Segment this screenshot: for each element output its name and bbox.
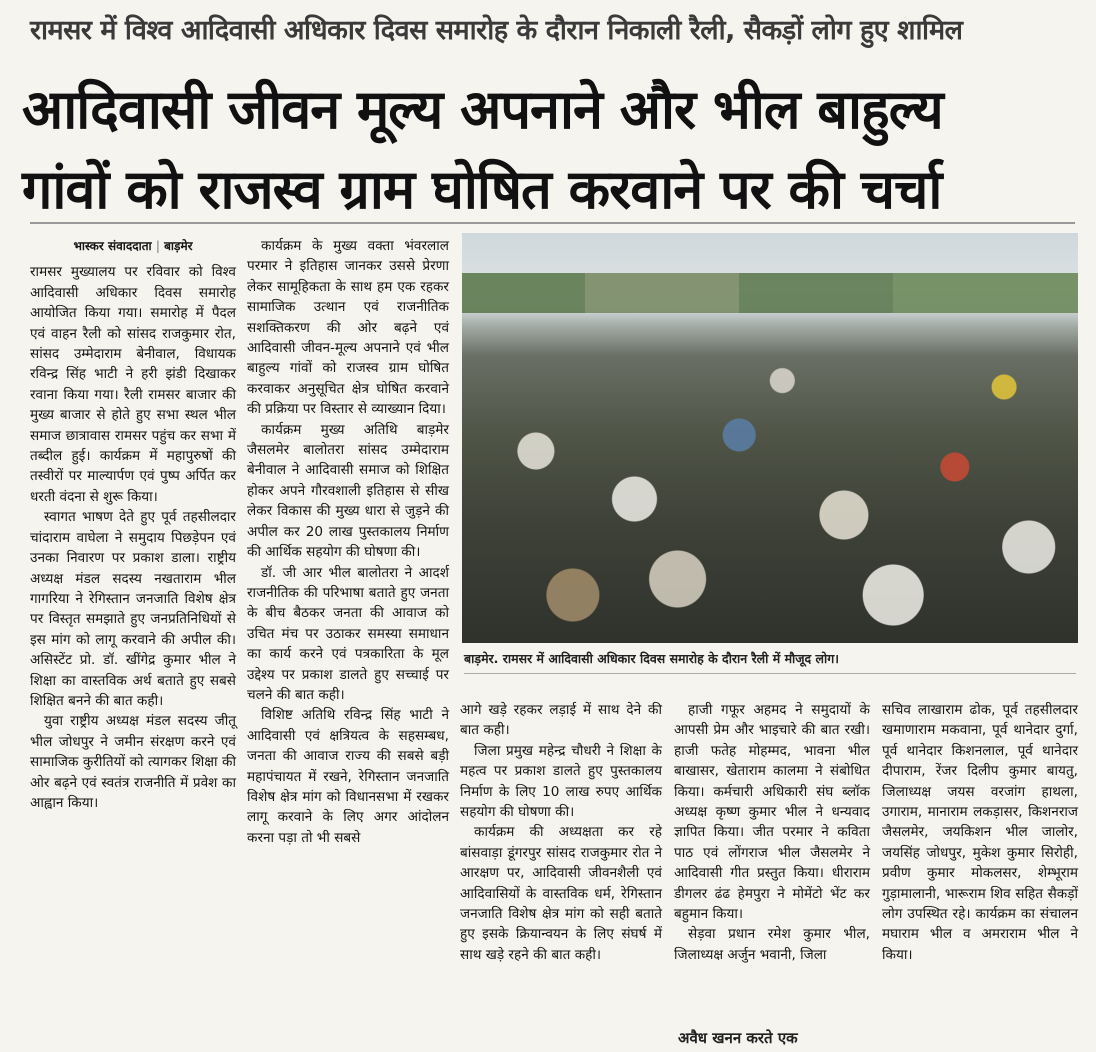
byline-agency: भास्कर संवाददाता [73,239,152,253]
paragraph: सेड़वा प्रधान रमेश कुमार भील, जिलाध्यक्ष अर्जुन भवानी, जिला [674,926,870,963]
paragraph: स्वागत भाषण देते हुए पूर्व तहसीलदार चांदाराम वाघेला ने समुदाय पिछड़ेपन एवं उनका निवारण पर प्रकाश डाला। राष्ट्रीय अध्यक्ष मंडल सदस्य नखताराम भील गागरिया ने रेगिस्तान जनजाति विशेष क्षेत्र पर विस्तृत समझाते हुए जनप्रतिनिधियों से इस मांग को लागू करवाने की अपील की।असिस्टेंट प्रो. डॉ. खींगेद्र कुमार भील ने शिक्षा का वास्तविक अर्थ बताते हुए सबसे शिक्षित बनने की बात कही। [30,509,236,709]
divider [30,222,1075,224]
article-column-4 [674,700,870,965]
byline-separator: | [155,239,160,253]
byline [30,236,236,256]
photo-caption: बाड़मेर. रामसर में आदिवासी अधिकार दिवस समारोह के दौरान रैली में मौजूद लोग। [464,650,1076,674]
paragraph: विशिष्ट अतिथि रविन्द्र सिंह भाटी ने आदिवासी एवं क्षत्रियत्व के सहसम्बध, जनता की आवाज राज्य की सबसे बड़ी महापंचायत में रखने, रेगिस्तान जनजाति विशेष क्षेत्र मांग को विधानसभा में रखकर लागू करवाने के लिए अगर आंदोलन करना पड़ा तो भी सबसे [247,707,449,846]
photo-crowd [462,323,1078,643]
article-column-3 [460,700,662,965]
paragraph: हाजी गफूर अहमद ने समुदायों के आपसी प्रेम और भाइचारे की बात रखी। हाजी फतेह मोहम्मद, भावना भील बाखासर, खेताराम कालमा ने संबोधित किया। कर्मचारी अधिकारी संघ ब्लॉक अध्यक्ष कृष्ण कुमार भील ने धन्यवाद ज्ञापित किया। जीत परमार ने कविता पाठ एवं लोंगराज भील जैसलमेर ने आदिवासी गीत प्रस्तुत किया। धीराराम डीगलर ढंढ हेमपुरा ने मोमेंटो भेंट कर बहुमान किया। [674,702,870,923]
paragraph: कार्यक्रम की अध्यक्षता कर रहे बांसवाड़ा डूंगरपुर सांसद राजकुमार रोत ने आरक्षण पर, आदिवासी जीवनशैली एवं आदिवासियों के वास्तविक धर्म, रेगिस्तान जनजाति विशेष क्षेत्र मांग को सही बताते हुए इसके क्रियान्वयन के लिए संघर्ष में साथ खड़े रहने की बात कही। [460,824,662,963]
article-column-2 [247,236,449,848]
paragraph: कार्यक्रम के मुख्य वक्ता भंवरलाल परमार ने इतिहास जानकर उससे प्रेरणा लेकर सामूहिकता के साथ हम एक रहकर सामाजिक उत्थान एवं राजनीतिक सशक्तिकरण की ओर बढ़ने एवं आदिवासी जीवन-मूल्य अपनाने एवं भील बाहुल्य गांवों को राजस्व ग्राम घोषित करवाकर अनुसूचित क्षेत्र घोषित करवाने की प्रक्रिया पर विस्तार से व्याख्यान दिया। [247,238,449,418]
headline-line-2: गांवों को राजस्व ग्राम घोषित करवाने पर की चर्चा [22,158,942,221]
article-column-1 [30,236,236,813]
main-headline [22,70,1082,230]
kicker-headline: रामसर में विश्व आदिवासी अधिकार दिवस समारोह के दौरान निकाली रैली, सैकड़ों लोग हुए शामिल [30,15,963,46]
paragraph: कार्यक्रम मुख्य अतिथि बाड़मेर जैसलमेर बालोतरा सांसद उम्मेदाराम बेनीवाल ने आदिवासी समाज को शिक्षित होकर अपने गौरवशाली इतिहास से सीख लेकर विकास की मुख्य धारा से जुड़ने की अपील कर 20 लाख पुस्तकालय निर्माण की आर्थिक सहयोग की घोषणा की। [247,421,449,561]
paragraph: आगे खड़े रहकर लड़ाई में साथ देने की बात कही। [460,702,662,739]
article-column-5 [882,700,1078,965]
paragraph: रामसर मुख्यालय पर रविवार को विश्व आदिवासी अधिकार दिवस समारोह आयोजित किया गया। समारोह में पैदल एवं वाहन रैली को सांसद राजकुमार रोत, सांसद उम्मेदाराम बेनीवाल, विधायक रविन्द्र सिंह भाटी ने हरी झंडी दिखाकर रवाना किया गया। रैली रामसर बाजार की मुख्य बाजार से होते हुए सभा स्थल भील समाज छात्रावास रामसर पहुंच कर सभा में तब्दील हुई। कार्यक्रम में महापुरुषों की तस्वीरों पर माल्यार्पण एवं पुष्प अर्पित कर धरती वंदना से शुरू किया। [30,264,236,505]
photo-trees [462,273,1078,313]
paragraph: जिला प्रमुख महेन्द्र चौधरी ने शिक्षा के महत्व पर प्रकाश डालते हुए पुस्तकालय निर्माण के लिए 10 लाख रुपए आर्थिक सहयोग की घोषणा की। [460,742,662,821]
bottom-strip [30,1028,1096,1052]
paragraph: युवा राष्ट्रीय अध्यक्ष मंडल सदस्य जीतू भील जोधपुर ने जमीन संरक्षण करने एवं सामाजिक कुरीतियों को त्यागकर शिक्षा की ओर बढ़ने एवं स्वतंत्र राजनीति में प्रवेश का आह्वान किया। [30,713,236,811]
paragraph: डॉ. जी आर भील बालोतरा ने आदर्श राजनीतिक की परिभाषा बताते हुए जनता के बीच बैठकर जनता की आवाज को उचित मंच पर उठाकर समस्या समाधान का कार्य करने एवं पत्रकारिता के मूल उद्देश्य पर प्रकाश डालते हुए सच्चाई पर चलने की बात कही। [247,564,449,703]
byline-place: बाड़मेर [164,239,193,253]
headline-line-1: आदिवासी जीवन मूल्य अपनाने और भील बाहुल्य [22,78,943,141]
rally-photo [462,233,1078,643]
next-article-headline: अवैध खनन करते एक [678,1029,798,1047]
paragraph: सचिव लाखाराम ढोक, पूर्व तहसीलदार खमाणाराम मकवाना, पूर्व थानेदार दुर्गा, पूर्व थानेदार किशनलाल, पूर्व थानेदार दीपाराम, रेंजर दिलीप कुमार बायतु, जिलाध्यक्ष जयस वरजांग हाथला, उगाराम, मानाराम लकड़ासर, किशनराज जैसलमेर, जयकिशन भील जालोर, जयसिंह जोधपुर, मुकेश कुमार सिरोही, प्रवीण कुमार मोकलसर, शेम्भूराम गुड़ामालानी, भारूराम शिव सहित सैकड़ों लोग उपस्थित रहे। कार्यक्रम का संचालन मघाराम भील व अमराराम भील ने किया। [882,702,1078,963]
